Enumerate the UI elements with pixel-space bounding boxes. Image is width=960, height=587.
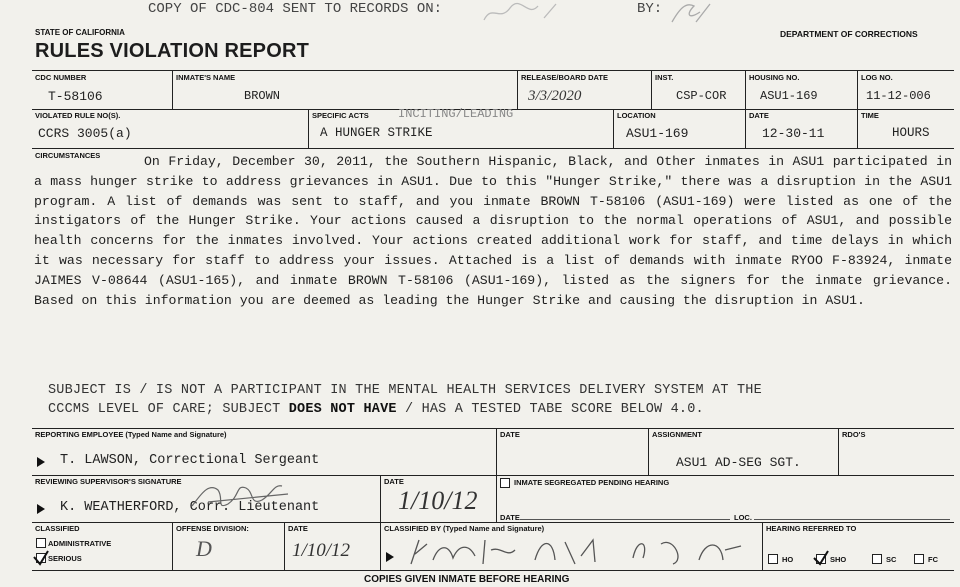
release-date-label: RELEASE/BOARD DATE: [521, 73, 608, 82]
location: ASU1-169: [626, 126, 689, 141]
reviewing-date: 1/10/12: [398, 486, 478, 515]
ho-checkbox[interactable]: [768, 554, 778, 564]
hearing-referred-label: HEARING REFERRED TO: [766, 524, 857, 533]
circumstances-label: CIRCUMSTANCES: [35, 151, 101, 160]
checkmark-icon: [812, 549, 830, 567]
cdc-number-label: CDC NUMBER: [35, 73, 87, 82]
assignment-label: ASSIGNMENT: [652, 430, 703, 439]
location-label: LOCATION: [617, 111, 656, 120]
rdo-label: RDO'S: [842, 430, 866, 439]
form-title: RULES VIOLATION REPORT: [35, 40, 310, 62]
department-label: DEPARTMENT OF CORRECTIONS: [780, 29, 918, 39]
copy-line: COPY OF CDC-804 SENT TO RECORDS ON:: [148, 1, 443, 17]
segregated-checkbox[interactable]: [500, 478, 510, 488]
segregated-label: INMATE SEGREGATED PENDING HEARING: [514, 478, 670, 487]
offense-division: D: [196, 536, 212, 561]
records-date-scribble: [478, 0, 568, 26]
incident-date-label: DATE: [749, 111, 769, 120]
reviewing-supervisor: K. WEATHERFORD, Corr. Lieutenant: [60, 500, 320, 515]
ho-label: HO: [782, 555, 794, 564]
supervisor-signature: [188, 476, 298, 520]
housing-label: HOUSING NO.: [749, 73, 800, 82]
inmate-name: BROWN: [244, 89, 281, 103]
segregated-date-label: DATE: [500, 513, 520, 522]
time: HOURS: [892, 126, 930, 140]
reporting-date-label: DATE: [500, 430, 520, 439]
fc-checkbox[interactable]: [914, 554, 924, 564]
specific-acts-top: INCITING/LEADING: [398, 107, 514, 121]
sho-label: SHO: [830, 555, 847, 564]
serious-label: SERIOUS: [48, 554, 82, 563]
by-initials-scribble: [666, 0, 716, 28]
sc-label: SC: [886, 555, 897, 564]
release-date: 3/3/2020: [528, 88, 582, 104]
housing: ASU1-169: [760, 89, 818, 103]
log-label: LOG NO.: [861, 73, 893, 82]
inst-label: INST.: [655, 73, 674, 82]
reviewing-supervisor-label: REVIEWING SUPERVISOR'S SIGNATURE: [35, 477, 182, 486]
fc-label: FC: [928, 555, 938, 564]
reporting-employee: T. LAWSON, Correctional Sergeant: [60, 453, 320, 468]
specific-acts: A HUNGER STRIKE: [320, 126, 433, 140]
inst: CSP-COR: [676, 89, 727, 103]
arrow-right-icon: [386, 552, 394, 562]
copies-given-label: COPIES GIVEN INMATE BEFORE HEARING: [364, 574, 570, 585]
classified-date: 1/10/12: [292, 540, 351, 561]
cdc-number: T-58106: [48, 89, 103, 104]
assignment: ASU1 AD-SEG SGT.: [676, 455, 801, 470]
inmate-name-label: INMATE'S NAME: [176, 73, 236, 82]
reporting-employee-label: REPORTING EMPLOYEE (Typed Name and Signature): [35, 430, 227, 439]
arrow-right-icon: [37, 504, 45, 514]
time-label: TIME: [861, 111, 879, 120]
subject-line-1: SUBJECT IS / IS NOT A PARTICIPANT IN THE MENTAL HEALTH SERVICES DELIVERY SYSTEM AT THE: [48, 383, 762, 398]
classifier-signature: [405, 530, 755, 570]
reviewing-date-label: DATE: [384, 477, 404, 486]
violated-rule-label: VIOLATED RULE NO(S).: [35, 111, 121, 120]
subject-line-2: CCCMS LEVEL OF CARE; SUBJECT DOES NOT HAVE / HAS A TESTED TABE SCORE BELOW 4.0.: [48, 402, 704, 417]
administrative-label: ADMINISTRATIVE: [48, 539, 112, 548]
state-label: STATE OF CALIFORNIA: [35, 28, 125, 37]
classified-by-label: CLASSIFIED BY (Typed Name and Signature): [384, 524, 545, 533]
administrative-checkbox[interactable]: [36, 538, 46, 548]
incident-date: 12-30-11: [762, 126, 825, 141]
segregated-loc-label: LOC.: [734, 513, 752, 522]
circumstances-text: On Friday, December 30, 2011, the Southern Hispanic, Black, and Other inmates in ASU1 participated in a mass hunger strike to address grievances in ASU1. Due to this "Hunger Strike," there was a disruption in the ASU1 program. A list of demands was sent to staff, and you inmate BROWN T-58106 (ASU1-169) were listed as one of the instigators of the Hunger Strike. Your actions caused a disruption to the normal operations of ASU1, and possible health concerns for the inmates involved. Your actions created additional work for staff, and time delays in which it was necessary for staff to address your issues. Attached is a list of demands with inmate RYOO F-83924, inmate JAIMES V-08644 (ASU1-165), and inmate BROWN T-58106 (ASU1-169), listed as the signers for the inmate grievance. Based on this information you are deemed as leading the Hunger Strike and causing the disruption in ASU1.: [34, 154, 952, 308]
sc-checkbox[interactable]: [872, 554, 882, 564]
log-number: 11-12-006: [866, 89, 931, 103]
arrow-right-icon: [37, 457, 45, 467]
classified-date-label: DATE: [288, 524, 308, 533]
specific-acts-label: SPECIFIC ACTS: [312, 111, 369, 120]
violated-rule: CCRS 3005(a): [38, 126, 132, 141]
classified-label: CLASSIFIED: [35, 524, 80, 533]
offense-division-label: OFFENSE DIVISION:: [176, 524, 249, 533]
by-label: BY:: [637, 1, 663, 17]
